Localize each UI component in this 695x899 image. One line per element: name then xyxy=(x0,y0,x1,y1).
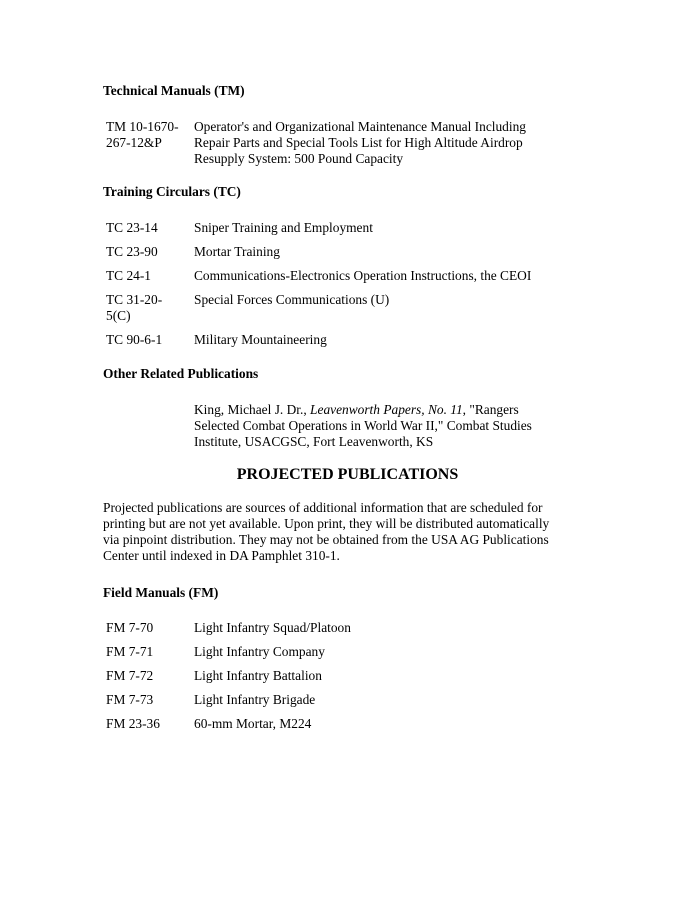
publication-title: Light Infantry Company xyxy=(194,644,325,659)
projected-publications-title: PROJECTED PUBLICATIONS xyxy=(236,466,459,483)
technical-manuals-heading: Technical Manuals (TM) xyxy=(103,83,245,98)
publication-title: Communications-Electronics Operation Instructions, the CEOI xyxy=(194,268,532,283)
other-publications-heading: Other Related Publications xyxy=(103,366,259,381)
publication-code: TC 23-14 xyxy=(106,220,158,235)
publication-code: TC 90-6-1 xyxy=(106,332,163,347)
publication-title: Military Mountaineering xyxy=(194,332,327,347)
field-manuals-heading: Field Manuals (FM) xyxy=(103,585,219,600)
publication-title: Light Infantry Battalion xyxy=(194,668,322,683)
training-circulars-heading: Training Circulars (TC) xyxy=(103,184,241,199)
publication-title: Operator's and Organizational Maintenance Manual Including Repair Parts and Special Tools List for High Altitude Airdrop Resupply System: 500 Pound Capacity xyxy=(194,119,526,166)
publication-code: TM 10-1670-267-12&P xyxy=(106,119,179,150)
publication-code: FM 7-72 xyxy=(106,668,154,683)
publication-title: Special Forces Communications (U) xyxy=(194,292,390,307)
publication-title: 60-mm Mortar, M224 xyxy=(194,716,312,731)
publication-code: TC 31-20-5(C) xyxy=(106,292,163,323)
publication-code: FM 7-73 xyxy=(106,692,154,707)
publication-code: FM 7-71 xyxy=(106,644,154,659)
citation-author: King, Michael J. Dr., xyxy=(194,402,311,417)
publication-code: FM 23-36 xyxy=(106,716,160,731)
publication-title: Sniper Training and Employment xyxy=(194,220,373,235)
citation-series: Leavenworth Papers, No. 11 xyxy=(310,402,463,417)
citation-entry xyxy=(194,402,539,450)
publication-code: TC 23-90 xyxy=(106,244,158,259)
publication-code: FM 7-70 xyxy=(106,620,154,635)
publication-title: Light Infantry Squad/Platoon xyxy=(194,620,351,635)
publication-code: TC 24-1 xyxy=(106,268,152,283)
publication-title: Mortar Training xyxy=(194,244,280,259)
publication-title: Light Infantry Brigade xyxy=(194,692,316,707)
citation-details: , "Rangers Selected Combat Operations in World War II," Combat Studies Institute, USACGSC, Fort Leavenworth, KS xyxy=(194,402,532,449)
projected-publications-paragraph: Projected publications are sources of additional information that are scheduled for printing but are not yet available. Upon print, they will be distributed automatically via pinpoint distribution. They may not be obtained from the USA AG Publications Center until indexed in DA Pamphlet 310-1. xyxy=(103,500,550,563)
